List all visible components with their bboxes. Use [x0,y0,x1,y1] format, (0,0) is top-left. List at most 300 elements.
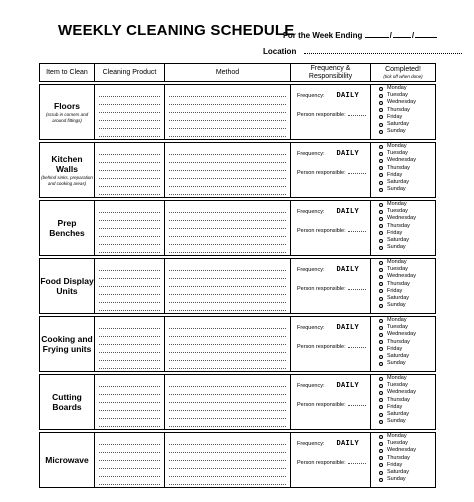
write-line[interactable] [169,163,286,171]
responsible-input[interactable] [348,226,366,232]
write-line[interactable] [169,89,286,97]
write-line[interactable] [99,221,160,229]
write-line[interactable] [99,163,160,171]
checkbox-circle-icon[interactable] [379,166,383,170]
write-line[interactable] [169,353,286,361]
write-line[interactable] [169,411,286,419]
checkbox-circle-icon[interactable] [379,405,383,409]
day-label: Tuesday [387,382,408,389]
write-line[interactable] [99,245,160,253]
day-label: Thursday [387,106,410,113]
frequency-label: Frequency: [297,267,325,273]
write-line[interactable] [99,345,160,353]
day-checkbox[interactable] [379,273,435,280]
day-checkbox[interactable] [379,375,435,382]
write-line[interactable] [169,387,286,395]
responsible-input[interactable] [348,168,366,174]
day-checkbox[interactable] [379,121,435,128]
write-line[interactable] [169,453,286,461]
write-line[interactable] [169,105,286,113]
day-label: Wednesday [387,331,416,338]
day-checkbox[interactable] [379,157,435,164]
method-cell[interactable] [165,143,291,198]
completed-cell [371,317,436,372]
item-note: (behind sinks, preparation and cooking areas) [41,175,93,186]
day-checkbox[interactable] [379,324,435,331]
location-label: Location [263,47,297,56]
checkbox-circle-icon[interactable] [379,239,383,243]
write-line[interactable] [169,287,286,295]
checkbox-circle-icon[interactable] [379,159,383,163]
day-checkbox[interactable] [379,331,435,338]
write-line[interactable] [99,97,160,105]
day-label: Friday [387,229,403,236]
write-line[interactable] [99,171,160,179]
checkbox-circle-icon[interactable] [379,246,383,250]
checkbox-circle-icon[interactable] [379,210,383,214]
day-checkbox[interactable] [379,266,435,273]
frequency-cell [291,375,371,430]
day-label: Wednesday [387,389,416,396]
write-line[interactable] [99,387,160,395]
frequency-value: DAILY [336,208,360,216]
item-cell [40,259,95,314]
date-separator: / [411,31,415,40]
day-checkbox[interactable] [379,476,435,483]
checkbox-circle-icon[interactable] [379,435,383,439]
write-line[interactable] [169,113,286,121]
day-checkbox[interactable] [379,85,435,92]
checkbox-circle-icon[interactable] [379,391,383,395]
write-line[interactable] [169,361,286,369]
frequency-cell [291,317,371,372]
write-line[interactable] [169,271,286,279]
checkbox-circle-icon[interactable] [379,115,383,119]
day-checkbox[interactable] [379,237,435,244]
item-cell [40,85,95,140]
day-checkbox[interactable] [379,186,435,193]
day-checkbox[interactable] [379,223,435,230]
day-label: Thursday [387,454,410,461]
day-label: Friday [387,171,403,178]
write-line[interactable] [99,445,160,453]
day-label: Friday [387,461,403,468]
completed-cell [371,143,436,198]
checkbox-circle-icon[interactable] [379,420,383,424]
checkbox-circle-icon[interactable] [379,130,383,134]
write-line[interactable] [169,237,286,245]
day-checkbox[interactable] [379,469,435,476]
checkbox-circle-icon[interactable] [379,333,383,337]
item-cell [40,375,95,430]
frequency-value: DAILY [336,150,360,158]
item-name: Kitchen Walls [51,154,83,174]
day-label: Sunday [387,244,406,251]
day-checkbox[interactable] [379,114,435,121]
day-label: Friday [387,287,403,294]
product-cell[interactable] [95,201,165,256]
day-checkbox[interactable] [379,281,435,288]
day-checkbox[interactable] [379,397,435,404]
write-line[interactable] [169,187,286,195]
day-label: Monday [387,375,407,381]
checkbox-circle-icon[interactable] [379,449,383,453]
write-line[interactable] [169,213,286,221]
write-line[interactable] [99,179,160,187]
checkbox-circle-icon[interactable] [379,188,383,192]
day-label: Wednesday [387,215,416,222]
checkbox-circle-icon[interactable] [379,101,383,105]
day-checkbox[interactable] [379,179,435,186]
responsible-label: Person responsible: [297,112,346,118]
write-line[interactable] [99,205,160,213]
write-line[interactable] [169,321,286,329]
frequency-label: Frequency: [297,93,325,99]
write-line[interactable] [99,437,160,445]
checkbox-circle-icon[interactable] [379,471,383,475]
day-label: Sunday [387,476,406,483]
day-label: Wednesday [387,273,416,280]
checkbox-circle-icon[interactable] [379,94,383,98]
write-line[interactable] [169,345,286,353]
write-line[interactable] [169,461,286,469]
checkbox-circle-icon[interactable] [379,152,383,156]
date-separator: / [389,31,392,40]
write-line[interactable] [99,121,160,129]
day-checkbox[interactable] [379,346,435,353]
day-label: Monday [387,433,407,439]
product-cell[interactable] [95,375,165,430]
item-cell [40,433,95,488]
completed-cell [371,201,436,256]
write-line[interactable] [99,461,160,469]
write-line[interactable] [99,477,160,485]
method-cell[interactable] [165,201,291,256]
day-checkbox[interactable] [379,440,435,447]
checkbox-circle-icon[interactable] [379,145,383,149]
item-name: Microwave [45,455,89,465]
day-label: Monday [387,85,407,91]
day-label: Wednesday [387,447,416,454]
checkbox-circle-icon[interactable] [379,355,383,359]
day-label: Tuesday [387,208,408,215]
week-ending-day-input[interactable] [365,29,389,38]
checkbox-circle-icon[interactable] [379,478,383,482]
column-header-frequency: Frequency & Responsibility [291,64,371,82]
checkbox-circle-icon[interactable] [379,319,383,323]
checkbox-circle-icon[interactable] [379,123,383,127]
checkbox-circle-icon[interactable] [379,340,383,344]
table-row [40,433,436,488]
write-line[interactable] [169,155,286,163]
method-cell[interactable] [165,317,291,372]
week-ending-label: For the Week Ending [283,31,363,40]
completed-cell [371,85,436,140]
write-line[interactable] [169,295,286,303]
item-cell [40,317,95,372]
write-line[interactable] [99,453,160,461]
day-label: Tuesday [387,266,408,273]
day-checkbox[interactable] [379,107,435,114]
day-checkbox[interactable] [379,389,435,396]
write-line[interactable] [99,279,160,287]
checkbox-circle-icon[interactable] [379,217,383,221]
day-label: Thursday [387,396,410,403]
frequency-label: Frequency: [297,383,325,389]
write-line[interactable] [169,445,286,453]
write-line[interactable] [99,403,160,411]
write-line[interactable] [99,303,160,311]
write-line[interactable] [169,205,286,213]
checkbox-circle-icon[interactable] [379,377,383,381]
checkbox-circle-icon[interactable] [379,362,383,366]
day-label: Monday [387,201,407,207]
day-label: Sunday [387,128,406,135]
day-label: Saturday [387,120,410,127]
day-checkbox[interactable] [379,150,435,157]
checkbox-circle-icon[interactable] [379,398,383,402]
checkbox-circle-icon[interactable] [379,108,383,112]
method-cell[interactable] [165,375,291,430]
day-label: Tuesday [387,324,408,331]
day-checkbox[interactable] [379,244,435,251]
responsible-label: Person responsible: [297,402,346,408]
product-cell[interactable] [95,259,165,314]
write-line[interactable] [169,179,286,187]
completed-label: Completed! [385,66,421,73]
checkbox-circle-icon[interactable] [379,384,383,388]
product-cell[interactable] [95,85,165,140]
write-line[interactable] [99,105,160,113]
frequency-label: Frequency: [297,151,325,157]
write-line[interactable] [99,321,160,329]
write-line[interactable] [169,419,286,427]
frequency-cell [291,201,371,256]
product-cell[interactable] [95,317,165,372]
write-line[interactable] [99,263,160,271]
week-ending-year-input[interactable] [415,29,437,38]
checkbox-circle-icon[interactable] [379,268,383,272]
item-note: (scrub in corners and around fittings) [45,112,89,123]
product-cell[interactable] [95,143,165,198]
checkbox-circle-icon[interactable] [379,231,383,235]
day-checkbox[interactable] [379,288,435,295]
table-row [40,85,436,140]
responsible-input[interactable] [348,458,366,464]
frequency-cell [291,259,371,314]
day-checkbox[interactable] [379,201,435,208]
write-line[interactable] [99,113,160,121]
day-checkbox[interactable] [379,418,435,425]
day-checkbox[interactable] [379,447,435,454]
write-line[interactable] [99,89,160,97]
day-label: Monday [387,259,407,265]
day-checkbox[interactable] [379,165,435,172]
write-line[interactable] [169,403,286,411]
write-line[interactable] [99,419,160,427]
write-line[interactable] [169,97,286,105]
day-checkbox[interactable] [379,382,435,389]
day-checkbox[interactable] [379,259,435,266]
day-checkbox[interactable] [379,230,435,237]
write-line[interactable] [99,155,160,163]
checkbox-circle-icon[interactable] [379,442,383,446]
checkbox-circle-icon[interactable] [379,203,383,207]
item-name: Food Display Units [40,276,94,296]
day-checkbox[interactable] [379,317,435,324]
checkbox-circle-icon[interactable] [379,463,383,467]
checkbox-circle-icon[interactable] [379,347,383,351]
write-line[interactable] [99,329,160,337]
table-row [40,375,436,430]
day-checkbox[interactable] [379,455,435,462]
column-header-method: Method [165,64,291,82]
page-title: WEEKLY CLEANING SCHEDULE [58,22,295,39]
schedule-table [39,63,436,488]
write-line[interactable] [99,361,160,369]
item-name: Cutting Boards [52,392,82,412]
write-line[interactable] [169,279,286,287]
write-line[interactable] [99,295,160,303]
write-line[interactable] [99,395,160,403]
method-cell[interactable] [165,259,291,314]
frequency-label: Frequency: [297,441,325,447]
checkbox-circle-icon[interactable] [379,224,383,228]
write-line[interactable] [169,379,286,387]
day-label: Saturday [387,468,410,475]
write-line[interactable] [99,229,160,237]
day-checkbox[interactable] [379,433,435,440]
day-checkbox[interactable] [379,411,435,418]
location-field [263,45,462,56]
day-checkbox[interactable] [379,208,435,215]
day-label: Monday [387,143,407,149]
checkbox-circle-icon[interactable] [379,304,383,308]
write-line[interactable] [99,147,160,155]
method-cell[interactable] [165,433,291,488]
table-row [40,259,436,314]
day-label: Monday [387,317,407,323]
item-name: Floors [54,101,80,111]
day-label: Saturday [387,294,410,301]
write-line[interactable] [169,395,286,403]
write-line[interactable] [99,129,160,137]
write-line[interactable] [99,469,160,477]
responsible-input[interactable] [348,400,366,406]
write-line[interactable] [99,379,160,387]
week-ending-field [283,29,437,40]
day-checkbox[interactable] [379,99,435,106]
write-line[interactable] [169,171,286,179]
responsible-label: Person responsible: [297,460,346,466]
write-line[interactable] [169,229,286,237]
checkbox-circle-icon[interactable] [379,275,383,279]
day-label: Tuesday [387,92,408,99]
write-line[interactable] [99,353,160,361]
write-line[interactable] [169,469,286,477]
checkbox-circle-icon[interactable] [379,173,383,177]
day-checkbox[interactable] [379,404,435,411]
write-line[interactable] [169,147,286,155]
day-label: Sunday [387,186,406,193]
frequency-value: DAILY [336,382,360,390]
checkbox-circle-icon[interactable] [379,181,383,185]
table-row [40,201,436,256]
day-checkbox[interactable] [379,302,435,309]
write-line[interactable] [169,245,286,253]
day-checkbox[interactable] [379,215,435,222]
week-ending-month-input[interactable] [393,29,411,38]
write-line[interactable] [99,271,160,279]
method-cell[interactable] [165,85,291,140]
write-line[interactable] [169,221,286,229]
frequency-value: DAILY [336,324,360,332]
write-line[interactable] [169,303,286,311]
responsible-input[interactable] [348,110,366,116]
table-row [40,143,436,198]
write-line[interactable] [99,411,160,419]
item-name: Prep Benches [49,218,85,238]
day-checkbox[interactable] [379,128,435,135]
day-label: Tuesday [387,440,408,447]
frequency-value: DAILY [336,92,360,100]
completed-cell [371,433,436,488]
table-row [40,317,436,372]
day-checkbox[interactable] [379,462,435,469]
product-cell[interactable] [95,433,165,488]
write-line[interactable] [99,287,160,295]
day-label: Saturday [387,352,410,359]
write-line[interactable] [169,477,286,485]
day-label: Wednesday [387,157,416,164]
day-label: Friday [387,345,403,352]
write-line[interactable] [99,337,160,345]
day-checkbox[interactable] [379,360,435,367]
write-line[interactable] [169,329,286,337]
day-checkbox[interactable] [379,92,435,99]
checkbox-circle-icon[interactable] [379,297,383,301]
day-checkbox[interactable] [379,172,435,179]
responsible-input[interactable] [348,284,366,290]
day-label: Thursday [387,222,410,229]
location-input[interactable] [304,45,462,54]
write-line[interactable] [169,337,286,345]
day-label: Sunday [387,360,406,367]
write-line[interactable] [99,213,160,221]
day-checkbox[interactable] [379,353,435,360]
checkbox-circle-icon[interactable] [379,261,383,265]
checkbox-circle-icon[interactable] [379,326,383,330]
write-line[interactable] [99,237,160,245]
checkbox-circle-icon[interactable] [379,289,383,293]
checkbox-circle-icon[interactable] [379,282,383,286]
day-checkbox[interactable] [379,295,435,302]
write-line[interactable] [169,263,286,271]
day-label: Friday [387,113,403,120]
item-name: Cooking and Frying units [41,334,93,354]
checkbox-circle-icon[interactable] [379,413,383,417]
write-line[interactable] [99,187,160,195]
day-checkbox[interactable] [379,143,435,150]
day-label: Sunday [387,418,406,425]
day-checkbox[interactable] [379,339,435,346]
write-line[interactable] [169,437,286,445]
checkbox-circle-icon[interactable] [379,87,383,91]
write-line[interactable] [169,121,286,129]
responsible-input[interactable] [348,342,366,348]
checkbox-circle-icon[interactable] [379,456,383,460]
write-line[interactable] [169,129,286,137]
